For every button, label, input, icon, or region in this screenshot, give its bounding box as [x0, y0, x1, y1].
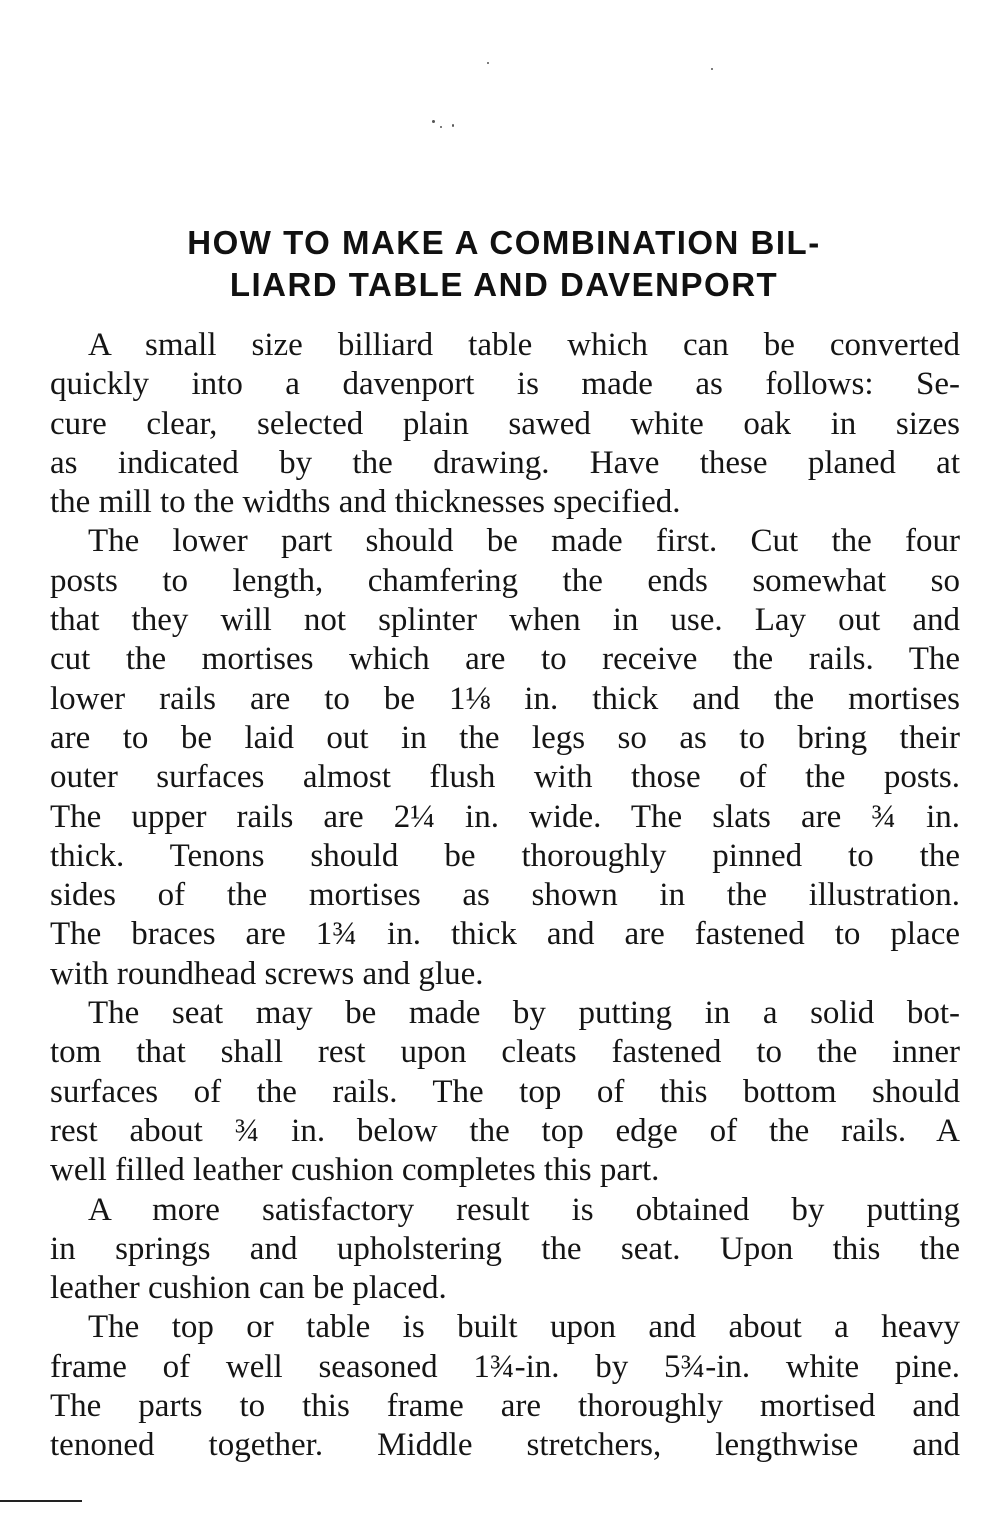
- text-line: The parts to this frame are thoroughly mortised and: [50, 1388, 960, 1425]
- title-line-2: LIARD TABLE AND DAVENPORT: [229, 266, 779, 303]
- text-line: A more satisfactory result is obtained by putting: [88, 1191, 960, 1228]
- text-line: tom that shall rest upon cleats fastened to the inner: [50, 1034, 960, 1071]
- text-line: The top or table is built upon and about a heavy: [88, 1309, 960, 1346]
- text-line: thick. Tenons should be thoroughly pinned to the: [50, 837, 960, 874]
- text-line: A small size billiard table which can be converted: [88, 327, 960, 363]
- text-line: The seat may be made by putting in a solid bot-: [88, 995, 960, 1032]
- article-body: [50, 326, 960, 1466]
- text-line: leather cushion can be placed.: [50, 1270, 447, 1307]
- text-line: cut the mortises which are to receive the rails. The: [50, 641, 960, 678]
- text-line: outer surfaces almost flush with those of the posts.: [50, 759, 960, 796]
- text-line: sides of the mortises as shown in the illustration.: [50, 877, 960, 914]
- text-line: frame of well seasoned 1¾-in. by 5¾-in. white pine.: [50, 1348, 960, 1385]
- text-line: rest about ¾ in. below the top edge of the rails. A: [50, 1112, 960, 1149]
- text-line: quickly into a davenport is made as follows: Se-: [50, 366, 960, 403]
- text-line: tenoned together. Middle stretchers, lengthwise and: [50, 1427, 960, 1464]
- article-title: [50, 222, 958, 306]
- text-line: well filled leather cushion completes this part.: [50, 1152, 660, 1189]
- text-line: cure clear, selected plain sawed white oak in sizes: [50, 405, 960, 442]
- footer-rule: [0, 1500, 82, 1502]
- text-line: in springs and upholstering the seat. Upon this the: [50, 1230, 960, 1267]
- text-line: with roundhead screws and glue.: [50, 955, 484, 992]
- print-speck: [487, 62, 489, 64]
- text-line: that they will not splinter when in use. Lay out and: [50, 602, 960, 639]
- text-line: as indicated by the drawing. Have these planed at: [50, 444, 960, 481]
- text-line: surfaces of the rails. The top of this bottom should: [50, 1073, 960, 1110]
- text-line: The upper rails are 2¼ in. wide. The slats are ¾ in.: [50, 798, 960, 835]
- title-line-1: HOW TO MAKE A COMBINATION BIL-: [187, 224, 821, 261]
- text-line: lower rails are to be 1⅛ in. thick and the mortises: [50, 680, 960, 717]
- text-line: are to be laid out in the legs so as to bring their: [50, 719, 960, 756]
- text-line: the mill to the widths and thicknesses specified.: [50, 484, 681, 521]
- text-line: The lower part should be made first. Cut the four: [88, 523, 960, 560]
- print-speck: [432, 120, 435, 123]
- text-line: The braces are 1¾ in. thick and are fastened to place: [50, 916, 960, 953]
- print-speck: [711, 68, 713, 70]
- print-speck: [440, 126, 442, 128]
- print-speck: [452, 124, 454, 127]
- text-line: posts to length, chamfering the ends somewhat so: [50, 562, 960, 599]
